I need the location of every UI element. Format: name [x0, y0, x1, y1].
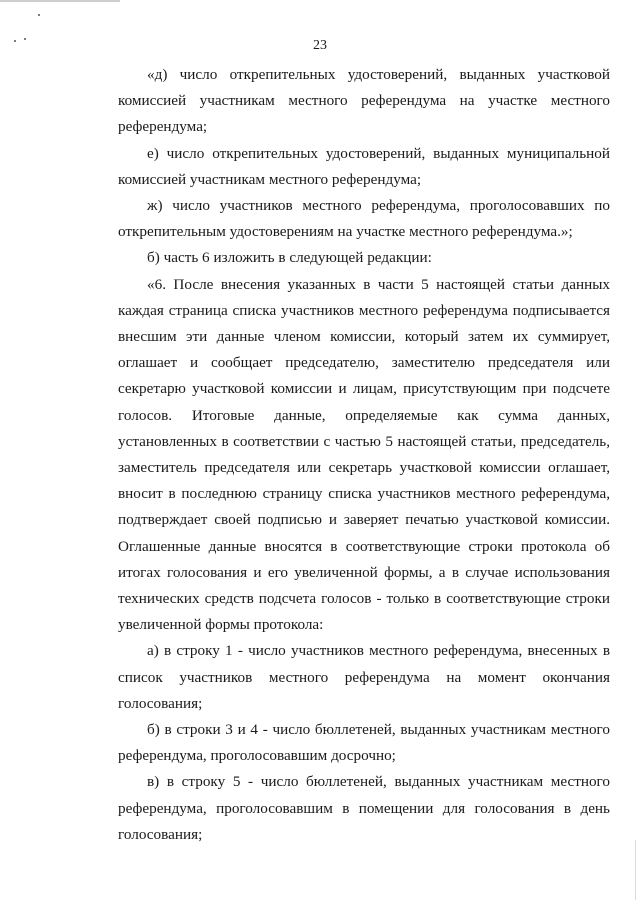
scan-artifact-dot [38, 14, 40, 16]
paragraph-part-6-text: «6. После внесения указанных в части 5 настоящей статьи данных каждая страница списка участников местного референдума подписывается внесшим эти данные членом комиссии, который затем их суммирует, оглашает и сообщает председателю, заместителю председателя или секретарю участковой комиссии и лицам, присутствующим при подсчете голосов. Итоговые данные, определяемые как сумма данных, установленных в соответствии с частью 5 настоящей статьи, председатель, заместитель председателя или секретарь участковой комиссии оглашает, вносит в последнюю страницу списка участников местного референдума, подтверждает своей подписью и заверяет печатью участковой комиссии. Оглашенные данные вносятся в соответствующие строки протокола об итогах голосования и его увеличенной формы, а в случае использования технических средств подсчета голосов - только в соответствующие строки увеличенной формы протокола: [118, 275, 610, 634]
paragraph-e: е) число открепительных удостоверений, выданных муниципальной комиссией участникам местного референдума; [118, 144, 610, 188]
paragraph-d: «д) число открепительных удостоверений, выданных участковой комиссией участникам местного референдума на участке местного референдума; [118, 66, 610, 136]
document-body [118, 62, 610, 848]
paragraph-zh: ж) число участников местного референдума, проголосовавших по открепительным удостоверениям на участке местного референдума.»; [118, 197, 610, 241]
paragraph-line-5: в) в строку 5 - число бюллетеней, выданных участникам местного референдума, проголосовавшим в помещении для голосования в день голосования; [118, 773, 610, 843]
scan-artifact-edge [635, 840, 636, 900]
paragraph-line-1: а) в строку 1 - число участников местного референдума, внесенных в список участников местного референдума на момент окончания голосования; [118, 642, 610, 712]
paragraph-part-6-amend: б) часть 6 изложить в следующей редакции: [147, 249, 432, 267]
scan-artifact-line [0, 0, 120, 2]
page-number: 23 [313, 38, 327, 53]
paragraph-lines-3-4: б) в строки 3 и 4 - число бюллетеней, выданных участникам местного референдума, проголосовавшим досрочно; [118, 721, 610, 765]
